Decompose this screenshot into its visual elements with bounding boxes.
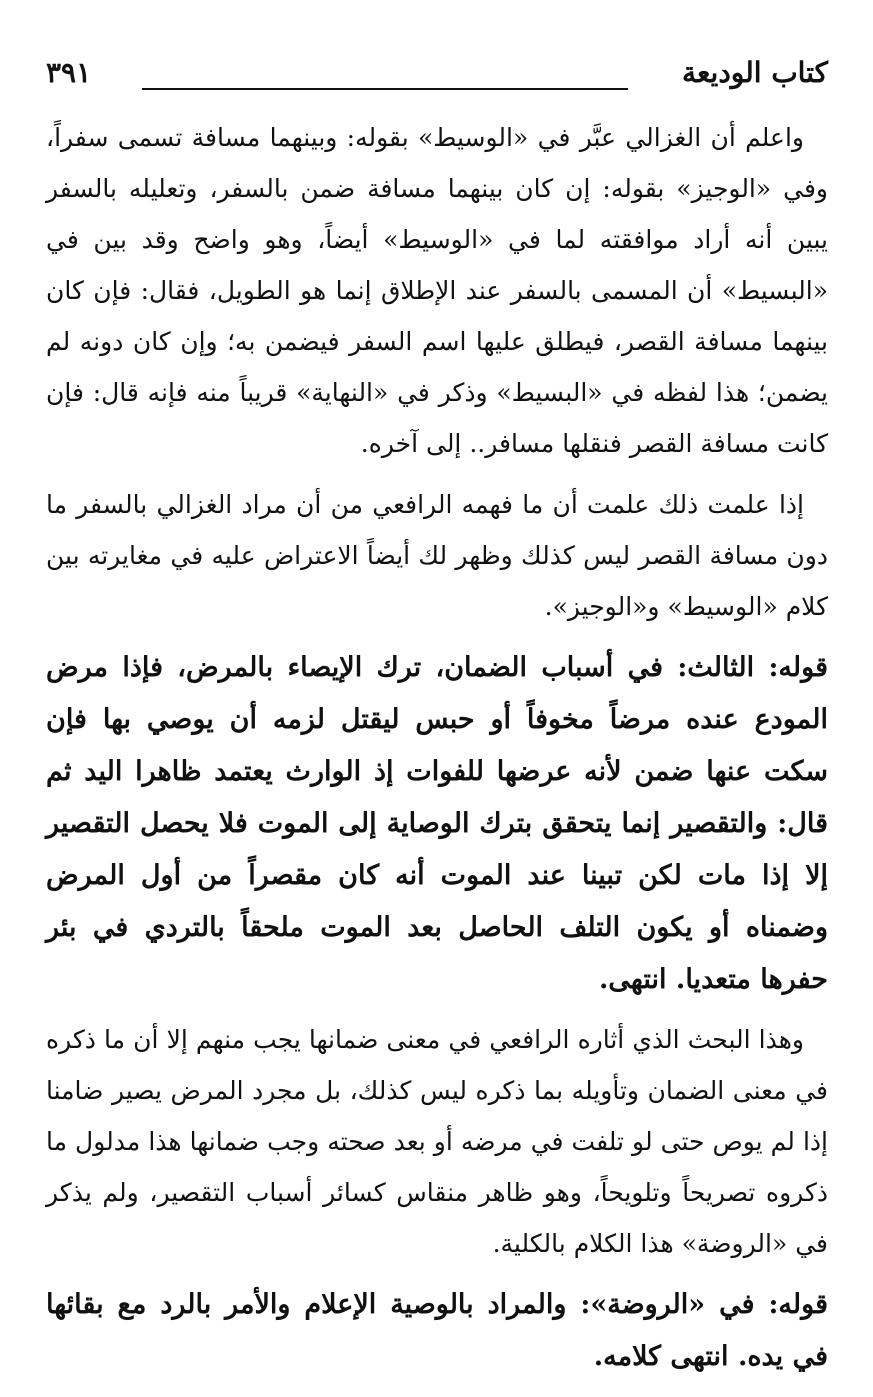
page-header xyxy=(46,56,828,112)
quoted-paragraph: قوله: الثالث: في أسباب الضمان، ترك الإيصاء بالمرض، فإذا مرض المودع عنده مرضاً مخوفاً أو حبس ليقتل لزمه أن يوصي بها فإن سكت عنها ضمن لأنه عرضها للفوات إذ الوارث يعتمد ظاهرا اليد ثم قال: والتقصير إنما يتحقق بترك الوصاية إلى الموت فلا يحصل التقصير إلا إذا مات لكن تبينا عند الموت أنه كان مقصراً من أول المرض وضمناه أو يكون التلف الحاصل بعد الموت ملحقاً بالتردي في بئر حفرها متعديا. انتهى. xyxy=(46,652,829,995)
paragraph: وهذا البحث الذي أثاره الرافعي في معنى ضمانها يجب منهم إلا أن ما ذكره في معنى الضمان وتأويله بما ذكره ليس كذلك، بل مجرد المرض يصير ضامنا إذا لم يوص حتى لو تلفت في مرضه أو بعد صحته وجب ضمانها هذا مدلول ما ذكروه تصريحاً وتلويحاً، وهو ظاهر منقاس كسائر أسباب التقصير، ولم يذكر في «الروضة» هذا الكلام بالكلية. xyxy=(46,1025,828,1258)
document-page xyxy=(46,56,828,1391)
running-title: كتاب الوديعة xyxy=(682,56,828,89)
paragraph: واعلم أن الغزالي عبَّر في «الوسيط» بقوله: وبينهما مسافة تسمى سفراً، وفي «الوجيز» بقوله: إن كان بينهما مسافة ضمن بالسفر، وتعليله بالسفر يبين أنه أراد موافقته لما في «الوسيط» أيضاً، وهو واضح وقد بين في «البسيط» أن المسمى بالسفر عند الإطلاق إنما هو الطويل، فقال: فإن كان بينهما مسافة القصر، فيطلق عليها اسم السفر فيضمن به؛ وإن كان دونه لم يضمن؛ هذا لفظه في «البسيط» وذكر في «النهاية» قريباً منه فإنه قال: فإن كانت مسافة القصر فنقلها مسافر.. إلى آخره. xyxy=(46,123,828,458)
header-rule xyxy=(142,88,628,90)
paragraph: إذا علمت ذلك علمت أن ما فهمه الرافعي من أن مراد الغزالي بالسفر ما دون مسافة القصر ليس كذلك وظهر لك أيضاً الاعتراض عليه في مغايرته بين كلام «الوسيط» و«الوجيز». xyxy=(46,490,828,621)
quoted-paragraph: قوله: في «الروضة»: والمراد بالوصية الإعلام والأمر بالرد مع بقائها في يده. انتهى كلامه. xyxy=(46,1289,828,1372)
page-number: ٣٩١ xyxy=(46,56,92,89)
